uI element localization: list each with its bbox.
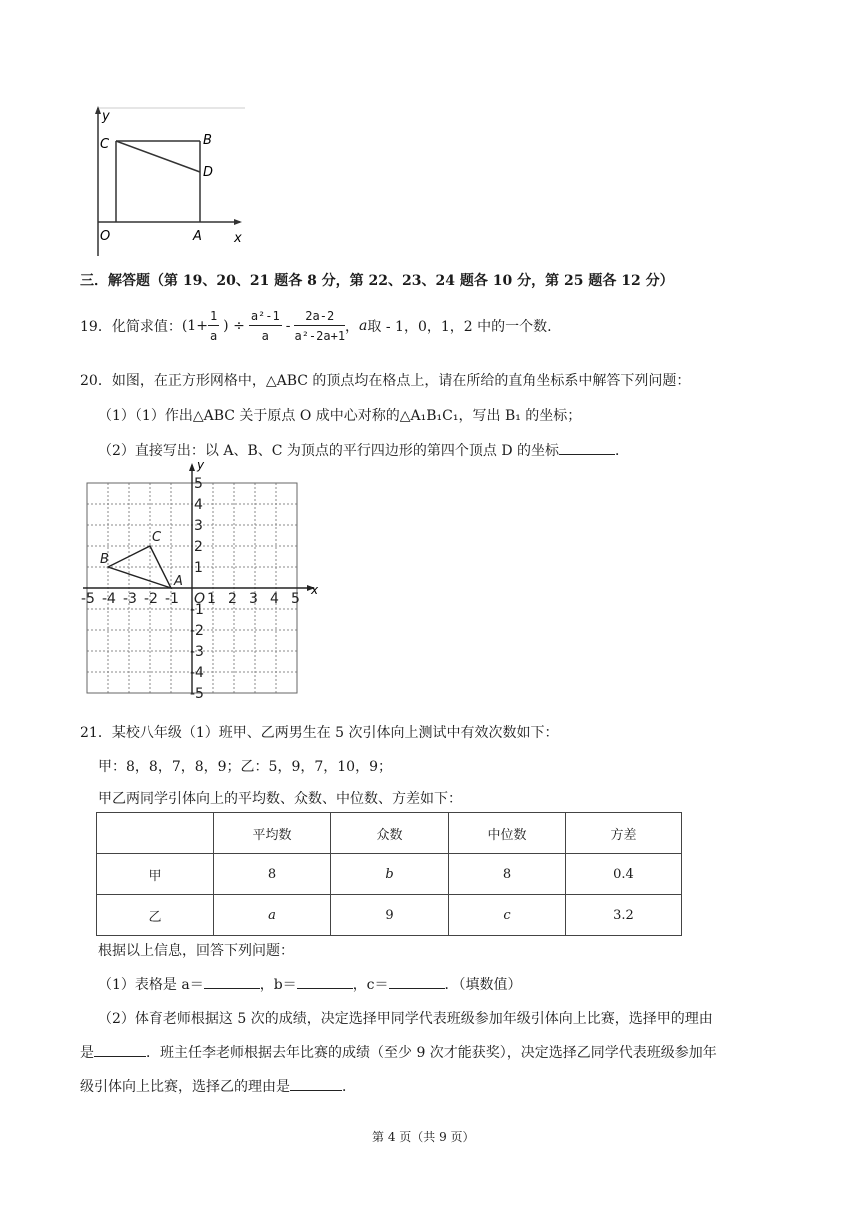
label-b: B — [203, 133, 212, 148]
vertex-label-a: A — [174, 574, 183, 589]
q21-data-line: 甲：8，8，7，8，9；乙：5，9，7，10，9； — [98, 759, 392, 775]
table-cell: 0.4 — [566, 854, 682, 895]
table-cell: c — [449, 895, 566, 936]
vertex-label-c: C — [152, 530, 162, 545]
q20-part2 — [98, 440, 629, 460]
tick-label-y: -4 — [190, 665, 204, 681]
tick-label-y: -3 — [190, 644, 204, 660]
section-heading: 三．解答题（第 19、20、21 题各 8 分，第 22、23、24 题各 10 分，第 25 题各 12 分） — [80, 273, 674, 289]
q20-part2-text: （2）直接写出：以 A、B、C 为顶点的平行四边形的第四个顶点 D 的坐标 — [98, 443, 560, 459]
tick-label-y: -2 — [190, 623, 204, 639]
q20-part2-end: ． — [615, 443, 630, 459]
tick-label-y: -1 — [190, 602, 204, 618]
stats-table — [96, 812, 682, 936]
x-axis-arrow — [234, 219, 242, 225]
label-y: y — [102, 109, 110, 124]
table-header: 平均数 — [214, 813, 331, 854]
tick-label-x: -4 — [102, 591, 116, 607]
tick-label-y: 3 — [194, 518, 203, 534]
q19-fraction-1 — [208, 309, 219, 343]
q19-lead: 化简求值： — [111, 319, 182, 335]
q21-table-intro: 甲乙两同学引体向上的平均数、众数、中位数、方差如下： — [98, 791, 462, 807]
axis-label-y: y — [197, 458, 205, 472]
q21-after-table: 根据以上信息，回答下列问题： — [98, 943, 294, 959]
y-axis-arrow — [95, 106, 101, 114]
tick-label-x: -3 — [123, 591, 137, 607]
q21-body: 某校八年级（1）班甲、乙两男生在 5 次引体向上测试中有效次数如下： — [111, 725, 559, 741]
label-o: O — [100, 229, 111, 244]
q21-p1-a: （1）表格是 a＝ — [98, 977, 204, 993]
q21-number: 21． — [80, 725, 112, 741]
tick-label-y: 1 — [194, 560, 203, 576]
q21-part2-line3 — [80, 1076, 356, 1096]
q19-f3-num: 2a-2 — [294, 309, 345, 326]
table-cell: 8 — [449, 854, 566, 895]
q19-number: 19． — [80, 319, 112, 335]
answer-blank-reason-jia[interactable] — [94, 1042, 146, 1057]
q20-body: 如图，在正方形网格中，△ABC 的顶点均在格点上，请在所给的直角坐标系中解答下列问题： — [111, 373, 691, 389]
tick-label-x: -5 — [81, 591, 95, 607]
table-header: 众数 — [331, 813, 449, 854]
label-c: C — [100, 137, 110, 152]
q21-p2-l3a: 级引体向上比赛，选择乙的理由是 — [80, 1079, 290, 1095]
table-header: 方差 — [566, 813, 682, 854]
axis-label-x: x — [311, 583, 319, 597]
q19-fraction-2 — [249, 309, 282, 343]
q20-text — [80, 370, 690, 390]
label-d: D — [203, 165, 214, 180]
table-cell: 9 — [331, 895, 449, 936]
table-cell: 乙 — [97, 895, 214, 936]
q20-part1: （1）（1）作出△ABC 关于原点 O 成中心对称的△A₁B₁C₁，写出 B₁ 的坐标； — [98, 408, 582, 424]
question-19 — [80, 300, 552, 352]
table-cell: b — [331, 854, 449, 895]
table-row — [97, 854, 682, 895]
segment-cd — [116, 141, 200, 172]
q21-part1 — [98, 974, 522, 994]
table-cell: 8 — [214, 854, 331, 895]
q21-p2-l3b: ． — [342, 1079, 356, 1095]
y-axis-arrow — [189, 463, 195, 471]
table-cell: a — [214, 895, 331, 936]
tick-label-x: 1 — [207, 591, 216, 607]
tick-label-x: 3 — [249, 591, 258, 607]
q21-p2-l2b: ．班主任李老师根据去年比赛的成绩（至少 9 次才能获奖），决定选择乙同学代表班级参加年 — [146, 1045, 717, 1061]
table-header — [97, 813, 214, 854]
table-cell: 3.2 — [566, 895, 682, 936]
label-a: A — [193, 229, 202, 244]
q21-text — [80, 722, 559, 742]
q21-part2-line2 — [80, 1042, 717, 1062]
tick-label-x: -2 — [144, 591, 158, 607]
answer-blank-reason-yi[interactable] — [290, 1076, 342, 1091]
tick-label-x: -1 — [165, 591, 179, 607]
tick-label-x: 2 — [228, 591, 237, 607]
q19-close-div: ) ÷ — [223, 318, 245, 334]
answer-blank-b[interactable] — [297, 974, 353, 989]
q19-open: (1+ — [181, 318, 208, 334]
coordinate-grid — [81, 458, 346, 707]
q19-tail: 取 - 1，0，1，2 中的一个数. — [367, 319, 552, 335]
answer-blank-a[interactable] — [204, 974, 260, 989]
tick-label-y: 4 — [194, 497, 203, 513]
table-row — [97, 895, 682, 936]
q21-p1-b: ，b＝ — [259, 977, 297, 993]
tick-label-y: 5 — [194, 476, 203, 492]
q21-part2-line1: （2）体育老师根据这 5 次的成绩，决定选择甲同学代表班级参加年级引体向上比赛，选择甲的理由 — [98, 1011, 713, 1027]
answer-blank-c[interactable] — [389, 974, 445, 989]
tick-label-x: 5 — [291, 591, 300, 607]
q19-minus: - — [285, 318, 291, 334]
table-header: 中位数 — [449, 813, 566, 854]
q19-tail-a: a — [359, 318, 368, 334]
table-cell: 甲 — [97, 854, 214, 895]
q19-f1-num: 1 — [208, 309, 219, 326]
page-footer: 第 4 页（共 9 页） — [372, 1130, 475, 1144]
table-header-row — [97, 813, 682, 854]
q21-p1-d: ．（填数值） — [444, 977, 522, 993]
q19-f2-den: a — [261, 329, 269, 343]
tick-label-y: -5 — [190, 686, 204, 702]
q20-number: 20． — [80, 373, 112, 389]
rectangle-figure — [90, 104, 260, 264]
q21-p1-c: ，c＝ — [352, 977, 389, 993]
answer-blank[interactable] — [559, 440, 615, 455]
q19-fraction-3 — [294, 309, 345, 343]
q19-f2-num: a²-1 — [249, 309, 282, 326]
q19-f3-den: a²-2a+1 — [294, 329, 346, 343]
tick-label-x: O — [194, 591, 206, 607]
q19-f1-den: a — [209, 329, 218, 343]
q21-p2-l2a: 是 — [80, 1045, 94, 1061]
tick-label-y: 2 — [194, 539, 203, 555]
label-x: x — [234, 231, 242, 246]
tick-label-x: 4 — [270, 591, 279, 607]
vertex-label-b: B — [100, 552, 109, 567]
q19-tail-comma: ， — [345, 319, 360, 335]
